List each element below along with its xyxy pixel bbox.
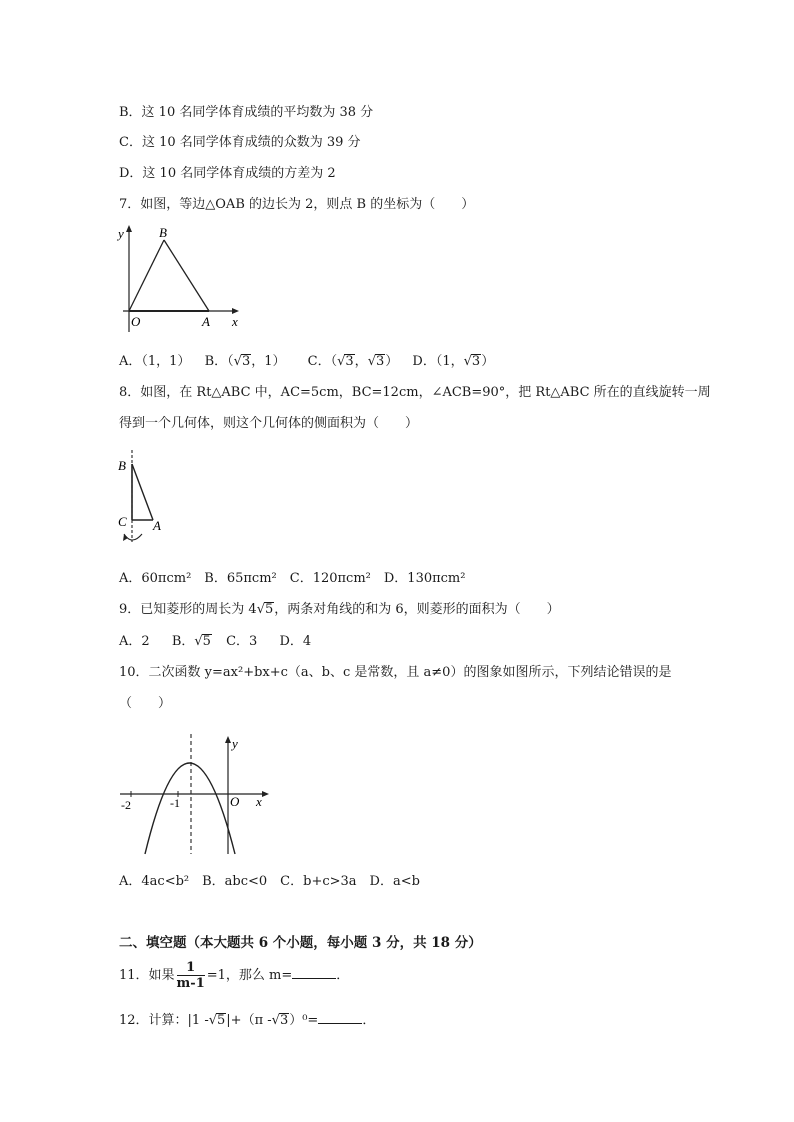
- q10-parabola-curve: [145, 763, 235, 854]
- q12-answer-blank: [318, 1010, 362, 1024]
- q7-option-d-radicand: 3: [471, 354, 481, 369]
- q6-option-b: B．这 10 名同学体育成绩的平均数为 38 分: [119, 105, 374, 120]
- q7-options: [119, 353, 494, 371]
- q7-option-a: A．（1，1）: [119, 354, 191, 369]
- sqrt-symbol: √: [463, 354, 472, 369]
- q9-option-b-pre: B．: [171, 634, 195, 649]
- q7-segment-ob: [129, 240, 164, 311]
- q8-figure: [112, 450, 172, 554]
- q12-end: ．: [362, 1013, 376, 1028]
- sqrt-symbol: √: [271, 1013, 280, 1028]
- q6-option-d: D．这 10 名同学体育成绩的方差为 2: [119, 166, 336, 181]
- q8-stem-line1: 8．如图，在 Rt△ABC 中，AC=5cm，BC=12cm，∠ACB=90°，把 Rt△ABC 所在的直线旋转一周: [119, 385, 711, 400]
- q11-mid: =1，那么 m=: [206, 968, 293, 983]
- q9-stem: [119, 601, 560, 619]
- q9-stem-post: ，两条对角线的和为 6，则菱形的面积为（ ）: [274, 602, 560, 617]
- q7-option-b-post: ，1）: [251, 354, 286, 369]
- q7-label-y: y: [118, 226, 124, 241]
- q10-y-arrow: [225, 736, 231, 743]
- q12-post: ）⁰=: [289, 1013, 319, 1028]
- q9-option-c: C．3: [226, 634, 258, 649]
- q8-label-b: B: [118, 458, 126, 473]
- q11-answer-blank: [292, 965, 336, 979]
- q12-radicand-2: 3: [279, 1013, 289, 1028]
- q7-label-b: B: [159, 225, 167, 240]
- q7-triangle-diagram: [115, 222, 255, 337]
- q7-option-d-post: ）: [481, 354, 495, 369]
- q7-figure: [115, 222, 255, 341]
- q10-x-arrow: [262, 791, 269, 797]
- q9-option-a: A．2: [119, 634, 150, 649]
- q7-label-x: x: [232, 314, 238, 329]
- q9-option-b-radicand: 5: [202, 634, 211, 649]
- q7-option-d-pre: D．（1，: [412, 354, 464, 369]
- q10-label-x: x: [256, 794, 262, 809]
- q10-label-o: O: [230, 794, 240, 809]
- q12: [119, 1010, 375, 1030]
- q10-parabola-diagram: [115, 732, 275, 857]
- q11-pre: 11．如果: [119, 968, 175, 983]
- q11-fraction: [177, 960, 205, 991]
- sqrt-symbol: √: [233, 354, 242, 369]
- q7-y-arrow: [126, 225, 132, 232]
- q7-option-c-radicand-1: 3: [345, 354, 354, 369]
- q11-numerator: 1: [177, 960, 205, 976]
- section2-title: 二、填空题（本大题共 6 个小题，每小题 3 分，共 18 分）: [119, 935, 482, 951]
- sqrt-symbol: √: [194, 634, 203, 649]
- q10-stem-line1: 10．二次函数 y=ax²+bx+c（a、b、c 是常数，且 a≠0）的图象如图所示，下列结论错误的是: [119, 665, 672, 680]
- sqrt-symbol: √: [256, 602, 265, 617]
- q10-options: A．4ac<b² B．abc<0 C．b+c>3a D．a<b: [119, 874, 420, 889]
- q10-stem-line2: （ ）: [119, 696, 172, 711]
- q7-option-c-pre: C．（: [307, 354, 338, 369]
- q12-radicand-1: 5: [217, 1013, 226, 1028]
- q8-segment-ab: [132, 464, 153, 520]
- q8-label-c: C: [118, 514, 127, 529]
- q8-options: A．60πcm² B．65πcm² C．120πcm² D．130πcm²: [119, 571, 466, 586]
- q11: [119, 960, 349, 992]
- q7-option-b-pre: B．（: [204, 354, 234, 369]
- q6-option-c: C．这 10 名同学体育成绩的众数为 39 分: [119, 135, 361, 150]
- q10-figure: [115, 732, 275, 861]
- q9-stem-pre: 9．已知菱形的周长为 4: [119, 602, 257, 617]
- q7-option-b-radicand: 3: [241, 354, 251, 369]
- q7-segment-ab: [164, 240, 209, 311]
- q9-option-d: D．4: [279, 634, 312, 649]
- q7-label-a: A: [202, 314, 210, 329]
- q10-label-y: y: [232, 736, 238, 751]
- q12-pre: 12．计算：|1 -: [119, 1013, 209, 1028]
- q8-rotation-diagram: [112, 450, 172, 550]
- q9-options: [119, 633, 311, 651]
- sqrt-symbol: √: [337, 354, 346, 369]
- q7-option-c-mid: ，: [354, 354, 368, 369]
- q8-rotation-arrow: [123, 534, 128, 541]
- q7-label-o: O: [131, 314, 141, 329]
- q10-label-minus-1: -1: [170, 796, 180, 810]
- q10-label-minus-2: -2: [121, 798, 131, 812]
- sqrt-symbol: √: [208, 1013, 218, 1028]
- q9-stem-radicand: 5: [264, 602, 274, 617]
- sqrt-symbol: √: [367, 354, 376, 369]
- q7-stem: 7．如图，等边△OAB 的边长为 2，则点 B 的坐标为（ ）: [119, 197, 475, 212]
- q12-mid: |+（π -: [226, 1013, 272, 1028]
- q11-post: ．: [336, 968, 350, 983]
- q8-label-a: A: [153, 518, 161, 533]
- q7-option-c-radicand-2: 3: [375, 354, 385, 369]
- q8-stem-line2: 得到一个几何体，则这个几何体的侧面积为（ ）: [119, 416, 419, 431]
- q7-option-c-post: ）: [385, 354, 399, 369]
- q11-denominator: m-1: [176, 976, 205, 991]
